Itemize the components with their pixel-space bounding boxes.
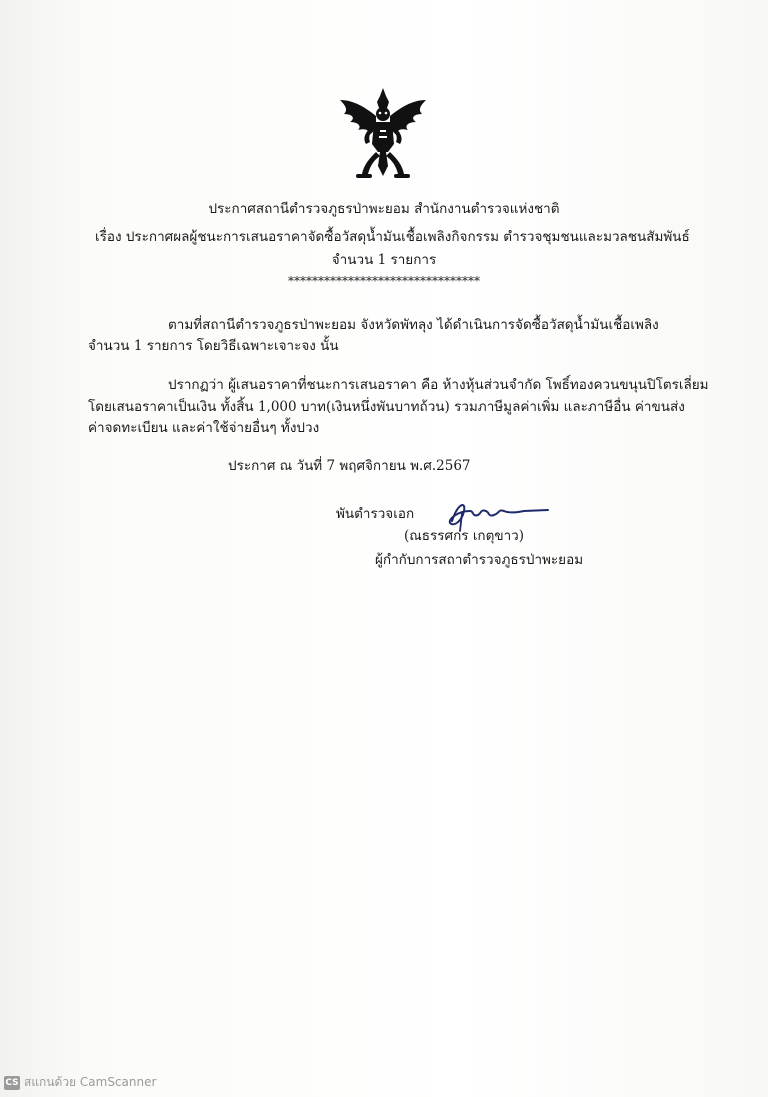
separator: ******************************** <box>288 274 480 288</box>
quantity-line: จำนวน 1 รายการ <box>331 252 437 268</box>
paragraph-1-line-2: จำนวน 1 รายการ โดยวิธีเฉพาะเจาะจง นั้น <box>88 338 339 354</box>
paragraph-1-line-1: ตามที่สถานีตำรวจภูธรป่าพะยอม จังหวัดพัทลุง ได้ดำเนินการจัดซื้อวัสดุน้ำมันเชื้อเพลิง <box>168 317 659 333</box>
paragraph-2-line-3: ค่าจดทะเบียน และค่าใช้จ่ายอื่นๆ ทั้งปวง <box>88 420 320 436</box>
garuda-emblem-icon <box>336 86 430 186</box>
camscanner-watermark <box>4 1073 156 1092</box>
signer-name: (ณธรรศกร เกตุขาว) <box>404 528 525 544</box>
agency-heading: ประกาศสถานีตำรวจภูธรป่าพะยอม สำนักงานตำรวจแห่งชาติ <box>208 201 560 217</box>
signer-rank: พันตำรวจเอก <box>336 506 415 522</box>
subject-line: เรื่อง ประกาศผลผู้ชนะการเสนอราคาจัดซื้อวัสดุน้ำมันเชื้อเพลิงกิจกรรม ตำรวจชุมชนและมวลชนสัมพันธ์ <box>95 229 690 245</box>
camscanner-text: สแกนด้วย CamScanner <box>24 1075 157 1089</box>
signer-position: ผู้กำกับการสถาตำรวจภูธรป่าพะยอม <box>375 552 584 568</box>
announce-date: ประกาศ ณ วันที่ 7 พฤศจิกายน พ.ศ.2567 <box>228 458 471 474</box>
paragraph-2-line-2: โดยเสนอราคาเป็นเงิน ทั้งสิ้น 1,000 บาท(เงินหนึ่งพันบาทถ้วน) รวมภาษีมูลค่าเพิ่ม และภาษีอื่น ค่าขนส่ง <box>88 399 685 415</box>
paragraph-2-line-1: ปรากฏว่า ผู้เสนอราคาที่ชนะการเสนอราคา คือ ห้างหุ้นส่วนจำกัด โพธิ์ทองควนขนุนปิโตรเลี่ยม <box>168 377 709 393</box>
camscanner-logo-icon: CS <box>5 1077 19 1088</box>
